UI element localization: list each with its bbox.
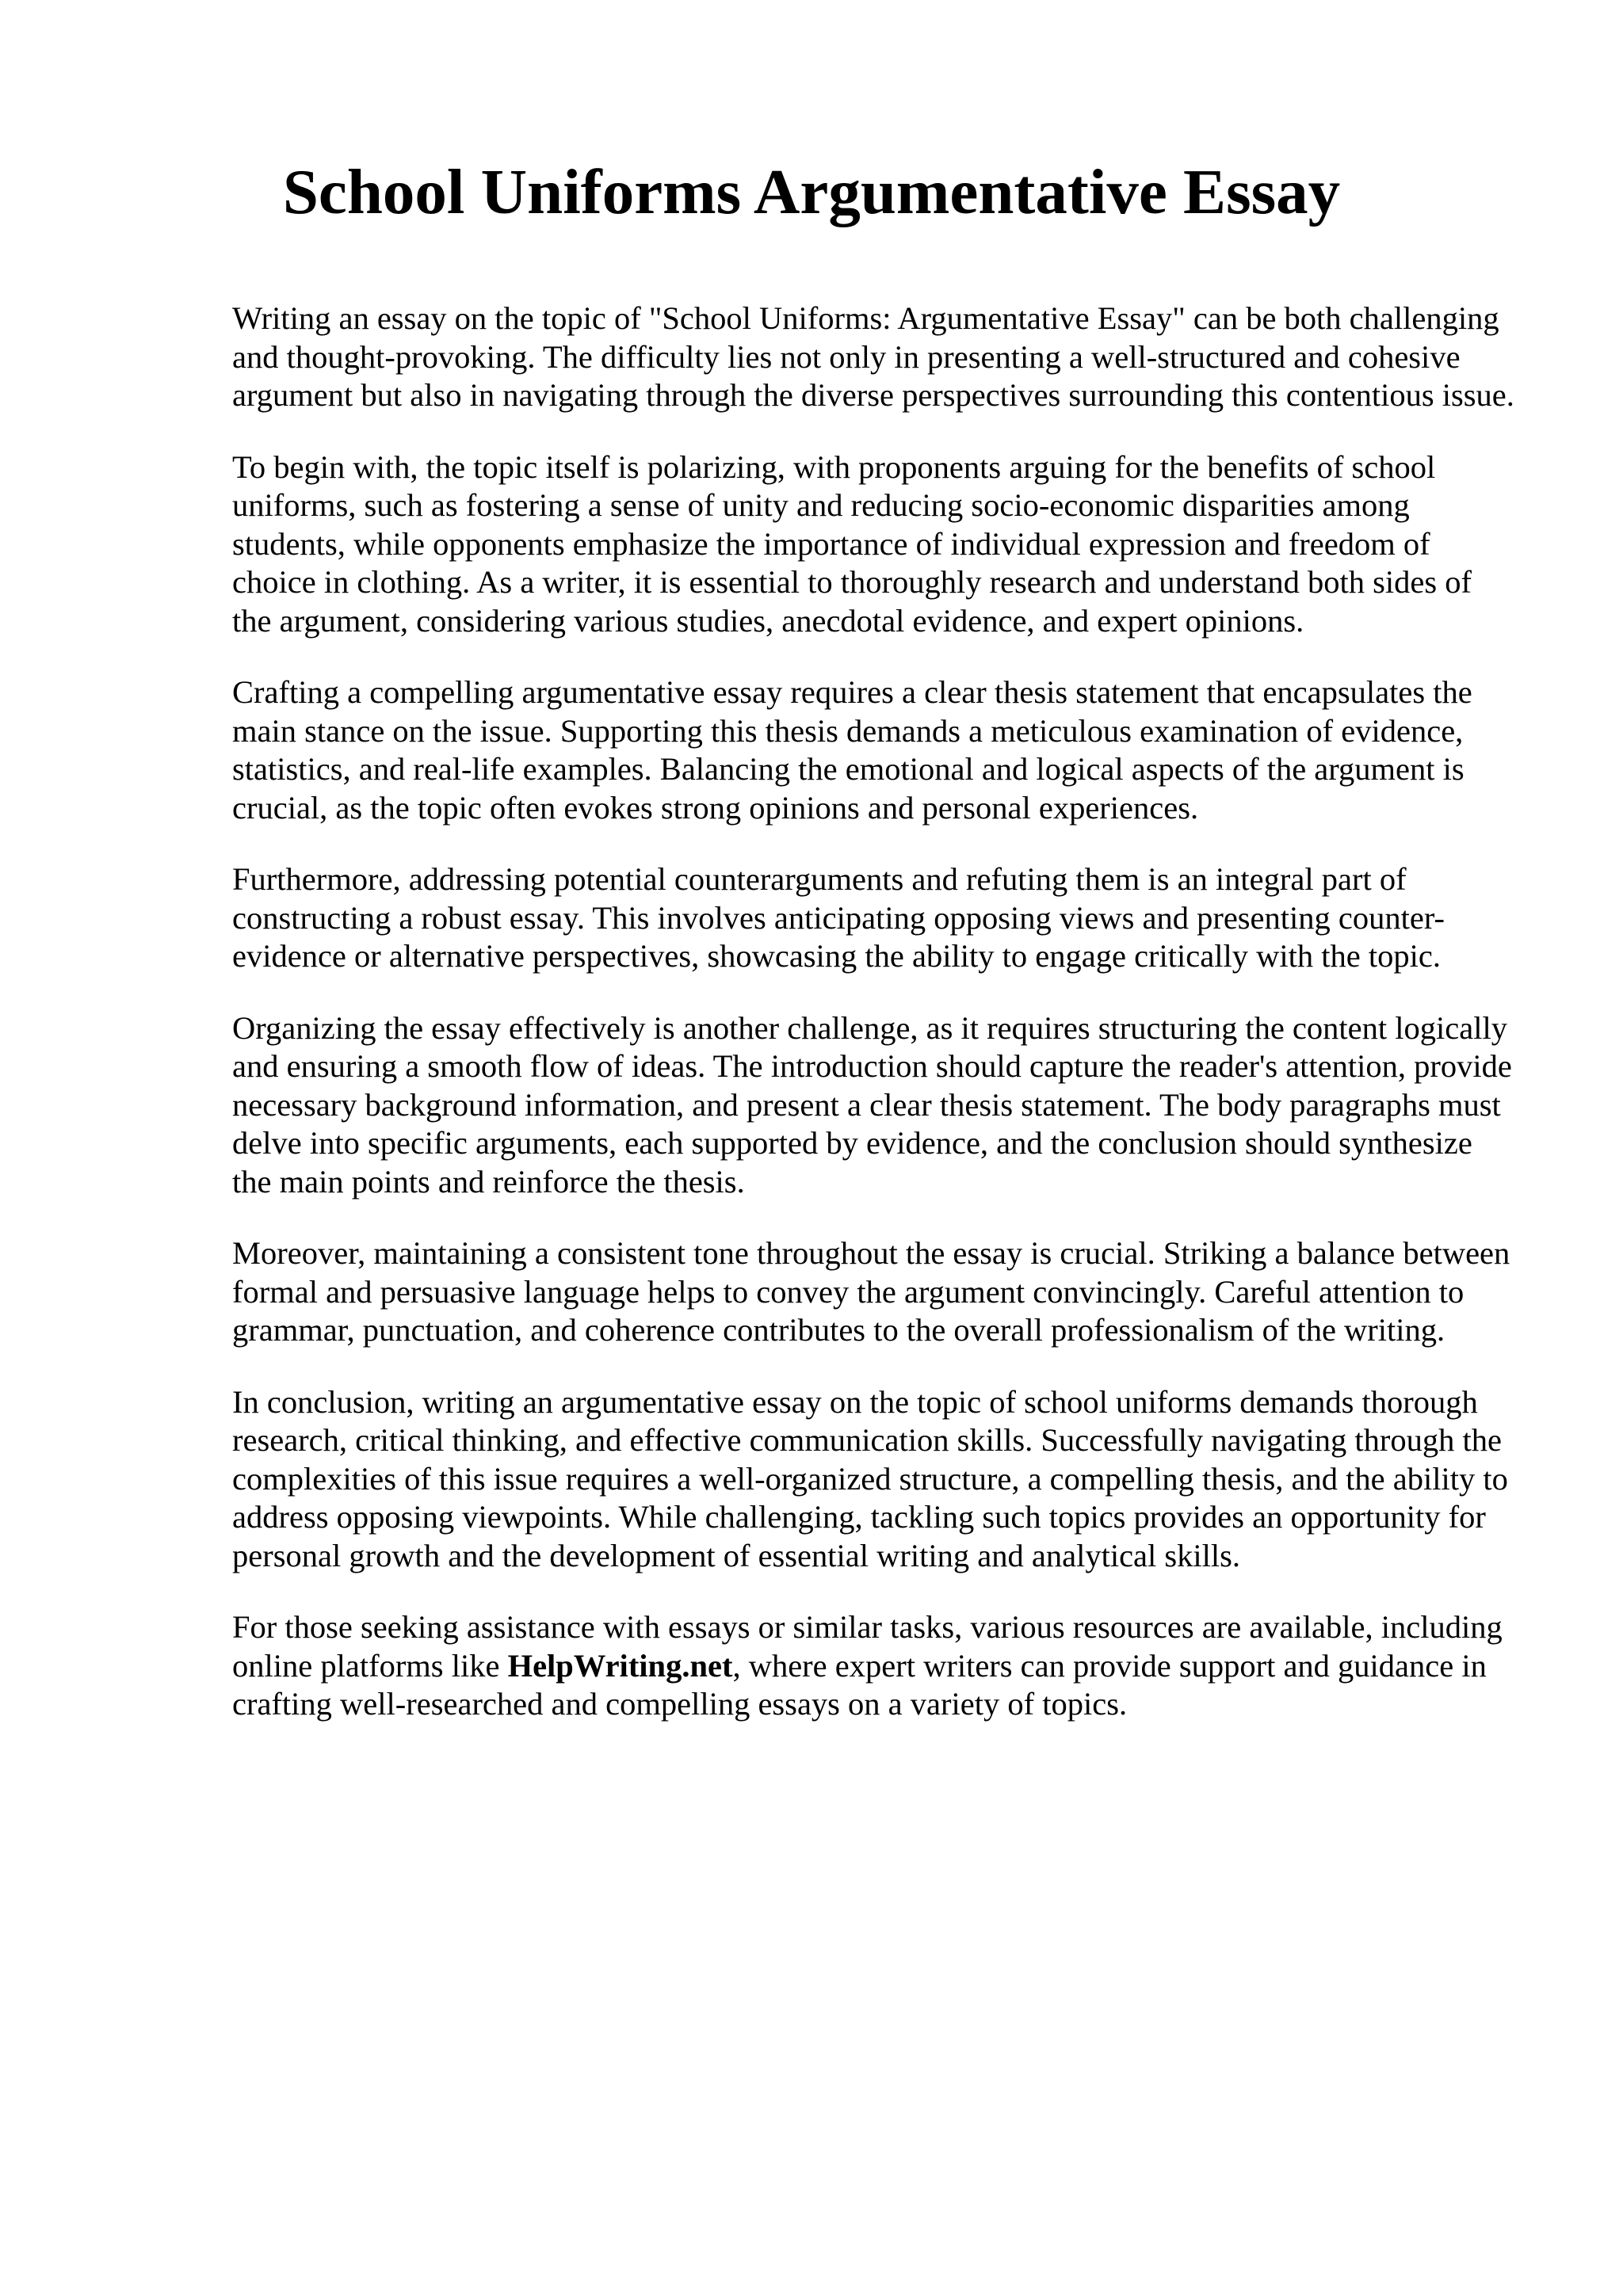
paragraph-tone: Moreover, maintaining a consistent tone throughout the essay is crucial. Striking a balance between formal and persuasive language helps to convey the argument convincingly. Careful attention to grammar, punctuation, and coherence contributes to the overall professionalism of the writing. <box>232 1235 1510 1348</box>
closing-text-before: For those seeking assistance with essays or similar tasks, various resources are available, including online platforms like <box>232 1609 1503 1684</box>
page-title: School Uniforms Argumentative Essay <box>282 156 1341 227</box>
paragraph-thesis: Crafting a compelling argumentative essay requires a clear thesis statement that encapsulates the main stance on the issue. Supporting this thesis demands a meticulous examination of evidence, statistics, and real-life examples. Balancing the emotional and logical aspects of the argument is crucial, as the topic often evokes strong opinions and personal experiences. <box>232 674 1472 826</box>
paragraph-intro: Writing an essay on the topic of "School Uniforms: Argumentative Essay" can be both challenging and thought-provoking. The difficulty lies not only in presenting a well-structured and cohesive argument but also in navigating through the diverse perspectives surrounding this contentious issue. <box>232 300 1514 413</box>
paragraph-polarizing-topic: To begin with, the topic itself is polarizing, with proponents arguing for the benefits of school uniforms, such as fostering a sense of unity and reducing socio-economic disparities among students, while opponents emphasize the importance of individual expression and freedom of choice in clothing. As a writer, it is essential to thoroughly research and understand both sides of the argument, considering various studies, anecdotal evidence, and expert opinions. <box>232 448 1472 639</box>
paragraph-conclusion: In conclusion, writing an argumentative essay on the topic of school uniforms demands thorough research, critical thinking, and effective communication skills. Successfully navigating through the complexities of this issue requires a well-organized structure, a compelling thesis, and the ability to address opposing viewpoints. While challenging, tackling such topics provides an opportunity for personal growth and the development of essential writing and analytical skills. <box>232 1383 1508 1573</box>
paragraph-closing <box>232 1608 1516 1724</box>
helpwriting-link[interactable]: HelpWriting.net <box>507 1647 733 1684</box>
closing-text-after: , where expert writers can provide support and guidance in crafting well-researched and compelling essays on a variety of topics. <box>232 1647 1487 1722</box>
paragraph-organization: Organizing the essay effectively is another challenge, as it requires structuring the content logically and ensuring a smooth flow of ideas. The introduction should capture the reader's attention, provide necessary background information, and present a clear thesis statement. The body paragraphs must delve into specific arguments, each supported by evidence, and the conclusion should synthesize the main points and reinforce the thesis. <box>232 1009 1512 1199</box>
paragraph-counterarguments: Furthermore, addressing potential counterarguments and refuting them is an integral part of constructing a robust essay. This involves anticipating opposing views and presenting counter-evidence or alternative perspectives, showcasing the ability to engage critically with the topic. <box>232 861 1445 974</box>
essay-body <box>232 299 1516 1757</box>
